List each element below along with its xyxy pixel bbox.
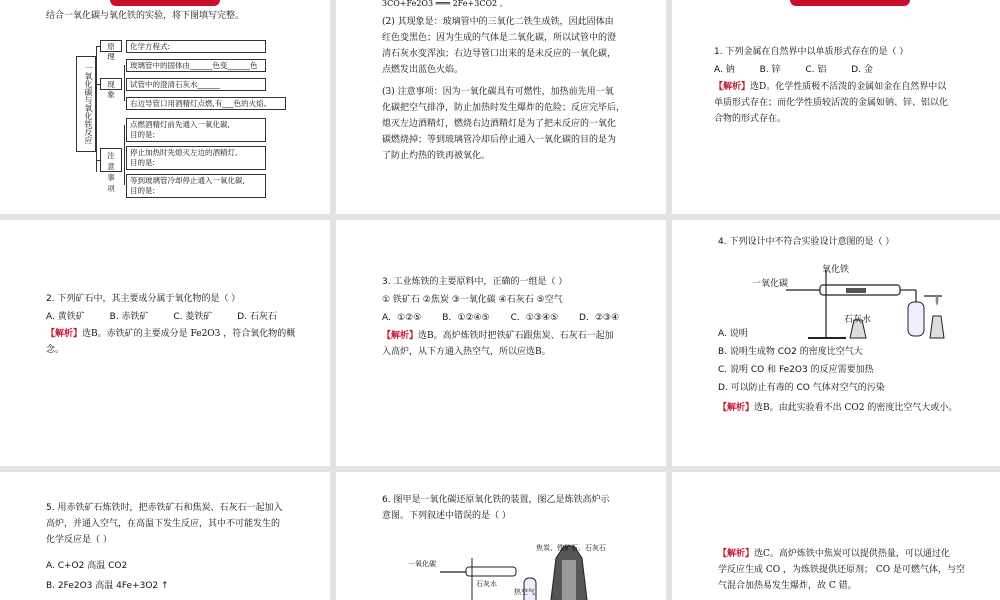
note-item-1[interactable] — [126, 118, 266, 142]
material-list: ① 铁矿石 ②焦炭 ③一氧化碳 ④石灰石 ⑤空气 — [382, 295, 563, 305]
slide-3-question-1[interactable] — [672, 0, 1000, 214]
question-text: 2. 下列矿石中，其主要成分属于氧化物的是（ ） — [46, 294, 241, 304]
tree-connector — [124, 65, 125, 101]
option-b[interactable]: B. 说明生成物 CO2 的密度比空气大 — [718, 347, 863, 357]
option-d[interactable]: D．②③④ — [579, 313, 620, 323]
phenomenon-item-2[interactable]: 试管中的澄清石灰水______ — [126, 78, 266, 91]
category-phenomenon: 现象 — [100, 78, 122, 90]
text-line: 化碳把空气排净，防止加热时发生爆炸的危险；反应完毕后， — [382, 103, 626, 113]
iron-oxide-sample — [846, 288, 866, 293]
furnace-interior — [562, 560, 576, 600]
glass-tube — [466, 567, 516, 576]
tree-connector — [124, 125, 125, 185]
text-line: 念。 — [46, 345, 65, 355]
note-item-1-line-a: 点燃酒精灯前先通入一氧化碳, — [130, 120, 230, 129]
category-notes: 注意事项 — [100, 148, 122, 172]
option-a[interactable]: A. 黄铁矿 — [46, 312, 85, 322]
slide-7-question-5[interactable] — [0, 472, 330, 600]
phenomenon-item-1[interactable]: 玻璃管中的固体由______色变______色 — [126, 59, 266, 72]
phenomena-paragraph — [382, 14, 662, 78]
note-item-3-line-b: 目的是: — [130, 186, 156, 195]
text-line: 6. 图甲是一氧化碳还原氧化铁的装置，图乙是炼铁高炉示 — [382, 495, 610, 505]
slide-6-question-4[interactable] — [672, 220, 1000, 466]
phenomenon-item-3[interactable]: 右边导管口用酒精灯点燃,有___色的火焰。 — [126, 97, 286, 110]
analysis-tag: 【解析】 — [382, 331, 419, 341]
answer-explanation — [382, 328, 662, 360]
options-row — [382, 310, 641, 326]
option-d[interactable]: D. 可以防止有毒的 CO 气体对空气的污染 — [718, 383, 885, 393]
text-line: 单质形式存在；而化学性质较活泼的金属如钠、锌、铝以化 — [714, 98, 949, 108]
option-d[interactable]: D. 石灰石 — [237, 312, 277, 322]
note-item-3-line-a: 等到玻璃管冷却停止通入一氧化碳, — [130, 176, 245, 185]
text-line: 选D。化学性质极不活泼的金属如金在自然界中以 — [750, 82, 947, 92]
equation-line: 3CO+Fe2O3 ═══ 2Fe+3CO2 。 — [382, 0, 508, 8]
question-text: 4. 下列设计中不符合实验设计意图的是（ ） — [718, 237, 895, 247]
analysis-tag: 【解析】 — [46, 329, 83, 339]
option-c[interactable]: C．①③④⑤ — [510, 313, 559, 323]
test-tube-limewater — [908, 302, 924, 336]
option-c[interactable]: C. 说明 CO 和 Fe2O3 的反应需要加热 — [718, 365, 874, 375]
text-line: 高炉，并通入空气，在高温下发生反应，其中不可能发生的 — [46, 519, 281, 529]
analysis-tag: 【解析】 — [714, 82, 751, 92]
slide-header-decoration — [790, 0, 910, 6]
options-row — [46, 309, 299, 325]
principle-item[interactable]: 化学方程式: — [126, 40, 266, 53]
answer-explanation — [718, 400, 957, 416]
text-line: 选C。高炉炼铁中焦炭可以提供热量，可以通过化 — [754, 549, 950, 559]
label-co: 一氧化碳 — [752, 279, 789, 289]
text-line: 意图。下列叙述中错误的是（ ） — [382, 511, 511, 521]
analysis-tag: 【解析】 — [718, 549, 755, 559]
notes-paragraph — [382, 84, 662, 164]
slide-9-analysis[interactable] — [672, 472, 1000, 600]
outlet-lamp — [930, 316, 944, 338]
category-principle: 原理 — [100, 40, 122, 52]
vertical-title-box: 一氧化碳与氧化铁反应 — [76, 56, 96, 152]
label-limewater: 石灰水 — [844, 315, 872, 325]
note-item-2-line-a: 停止加热时先熄灭左边的酒精灯, — [130, 148, 238, 157]
question-text — [46, 500, 326, 548]
text-line: 清石灰水变浑浊；右边导管口出来的是未反应的一氧化碳， — [382, 49, 617, 59]
option-a[interactable]: A. C+O2 高温 CO2 — [46, 561, 128, 571]
answer-explanation — [718, 546, 998, 594]
text-line: 选B。高炉炼铁时把铁矿石跟焦炭、石灰石一起加 — [418, 331, 614, 341]
apparatus-diagram — [750, 256, 950, 346]
slide-8-question-6[interactable] — [336, 472, 666, 600]
text-line: 碳燃烧掉；等到玻璃管冷却后停止通入一氧化碳的目的是为 — [382, 135, 617, 145]
option-a[interactable]: A. 说明 — [718, 329, 748, 339]
option-d[interactable]: D. 金 — [851, 65, 873, 75]
slide-5-question-3[interactable] — [336, 220, 666, 466]
note-item-2[interactable] — [126, 146, 266, 170]
label-limewater: 石灰水 — [476, 580, 497, 588]
label-furnace-top: 焦炭、铁矿石、石灰石 — [536, 544, 606, 552]
slide-header-decoration — [110, 0, 220, 6]
option-b[interactable]: B．①②④⑤ — [442, 313, 490, 323]
option-c[interactable]: C. 铝 — [805, 65, 827, 75]
slide-4-question-2[interactable] — [0, 220, 330, 466]
option-c[interactable]: C. 菱铁矿 — [173, 312, 213, 322]
text-line: 合物的形式存在。 — [714, 114, 787, 124]
text-line: 化学反应是（ ） — [46, 535, 112, 545]
label-co: 一氧化碳 — [408, 560, 436, 568]
text-line: (2) 其现象是：玻璃管中的三氧化二铁生成铁，因此固体由 — [382, 17, 614, 27]
answer-explanation — [714, 79, 996, 127]
text-line: 气混合加热易发生爆炸，故 C 错。 — [718, 581, 857, 591]
options-row — [714, 62, 895, 78]
label-hot-air: 热空气 — [514, 588, 535, 596]
label-fe2o3: 氧化铁 — [822, 265, 850, 275]
option-b[interactable]: B. 锌 — [759, 65, 781, 75]
slide-2-explanation[interactable] — [336, 0, 666, 214]
option-b[interactable]: B. 2Fe2O3 高温 4Fe+3O2 ↑ — [46, 581, 169, 591]
text-line: 学反应生成 CO ，为炼铁提供还原剂； CO 是可燃气体，与空 — [718, 565, 965, 575]
text-line: 选B。赤铁矿的主要成分是 Fe2O3 ，符合氧化物的概 — [82, 329, 296, 339]
analysis-tag: 【解析】 — [718, 403, 755, 413]
text-line: 选B。由此实验看不出 CO2 的密度比空气大或小。 — [754, 403, 958, 413]
question-text: 1. 下列金属在自然界中以单质形式存在的是（ ） — [714, 47, 909, 57]
text-line: 5. 用赤铁矿石炼铁时，把赤铁矿石和焦炭、石灰石一起加入 — [46, 503, 283, 513]
text-line: (3) 注意事项：因为一氧化碳具有可燃性，加热前先用一氧 — [382, 87, 614, 97]
note-item-1-line-b: 目的是: — [130, 130, 156, 139]
answer-explanation — [46, 326, 326, 358]
instruction-text: 结合一氧化碳与氧化铁的实验，将下图填写完整。 — [46, 11, 245, 21]
text-line: 熄灭左边酒精灯，燃烧右边酒精灯是为了把未反应的一氧化 — [382, 119, 617, 129]
note-item-2-line-b: 目的是: — [130, 158, 156, 167]
option-a[interactable]: A．①②⑤ — [382, 313, 422, 323]
option-b[interactable]: B. 赤铁矿 — [109, 312, 149, 322]
text-line: 点燃发出蓝色火焰。 — [382, 65, 464, 75]
tree-connector — [96, 46, 97, 172]
note-item-3[interactable] — [126, 174, 266, 198]
slide-1-concept-map[interactable] — [0, 0, 330, 214]
question-text: 3. 工业炼铁的主要原料中，正确的一组是（ ） — [382, 277, 568, 287]
question-text — [382, 492, 662, 524]
text-line: 红色变黑色；因为生成的气体是二氧化碳，所以试管中的澄 — [382, 33, 617, 43]
option-a[interactable]: A. 钠 — [714, 65, 735, 75]
text-line: 了防止灼热的铁再被氧化。 — [382, 151, 491, 161]
text-line: 入高炉，从下方通入热空气，所以应选B。 — [382, 347, 551, 357]
